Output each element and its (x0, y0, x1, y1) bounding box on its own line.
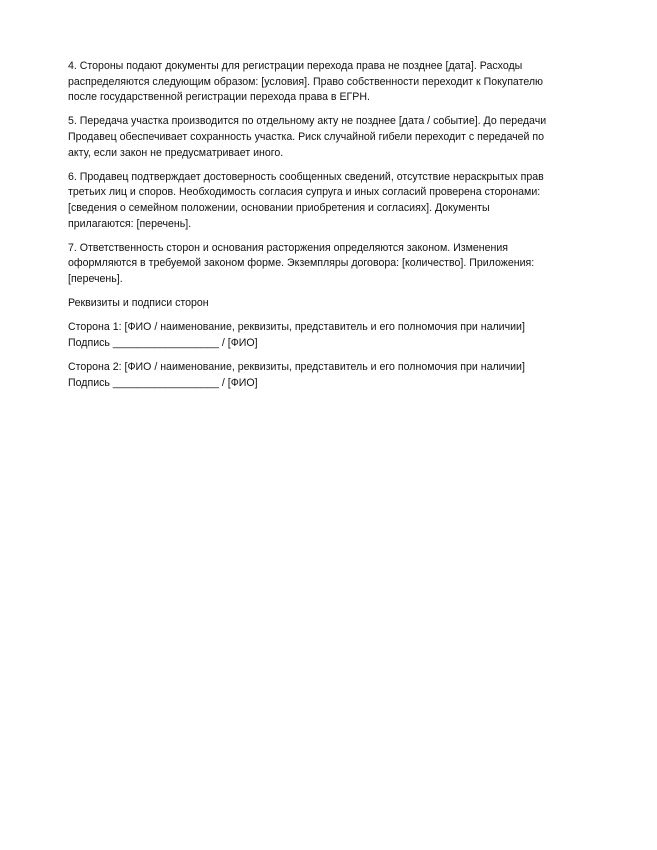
clause-line: распределяются следующим образом: [условия]. Право собственности переходит к Покупателю (68, 75, 543, 88)
party-2-signature-line: Подпись __________________ / [ФИО] (68, 376, 258, 389)
clause-line: прилагаются: [перечень]. (68, 217, 192, 230)
party-1-signature-line: Подпись __________________ / [ФИО] (68, 336, 258, 349)
clause-line: 7. Ответственность сторон и основания расторжения определяются законом. Изменения (68, 241, 509, 254)
clause-line: 5. Передача участка производится по отдельному акту не позднее [дата / событие]. До передачи (68, 115, 547, 128)
clause-line: Продавец обеспечивает сохранность участка. Риск случайной гибели переходит с передачей по (68, 130, 545, 143)
party-2-block (68, 360, 598, 391)
clause-line: 6. Продавец подтверждает достоверность сообщенных сведений, отсутствие нераскрытых прав (68, 170, 544, 183)
clause-line: третьих лиц и споров. Необходимость согласия супруга и иных согласий проверена сторонами: (68, 186, 541, 199)
signatures-heading: Реквизиты и подписи сторон (68, 297, 209, 310)
clause-5 (68, 114, 598, 161)
clause-7 (68, 241, 598, 288)
clause-6 (68, 170, 598, 232)
party-1-block (68, 320, 598, 351)
party-2-details: Сторона 2: [ФИО / наименование, реквизиты, представитель и его полномочия при наличии] (68, 361, 525, 374)
clause-line: акту, если закон не предусматривает иного. (68, 146, 284, 159)
clause-line: [сведения о семейном положении, основании приобретения и согласиях]. Документы (68, 201, 490, 214)
clause-line: оформляются в требуемой законом форме. Экземпляры договора: [количество]. Приложения: (68, 257, 535, 270)
party-1-details: Сторона 1: [ФИО / наименование, реквизиты, представитель и его полномочия при наличии] (68, 321, 525, 334)
clause-line: после государственной регистрации перехода права в ЕГРН. (68, 91, 370, 104)
clause-line: 4. Стороны подают документы для регистрации перехода права не позднее [дата]. Расходы (68, 60, 523, 72)
document-body (68, 59, 598, 400)
clause-4 (68, 59, 598, 106)
clause-line: [перечень]. (68, 272, 123, 285)
